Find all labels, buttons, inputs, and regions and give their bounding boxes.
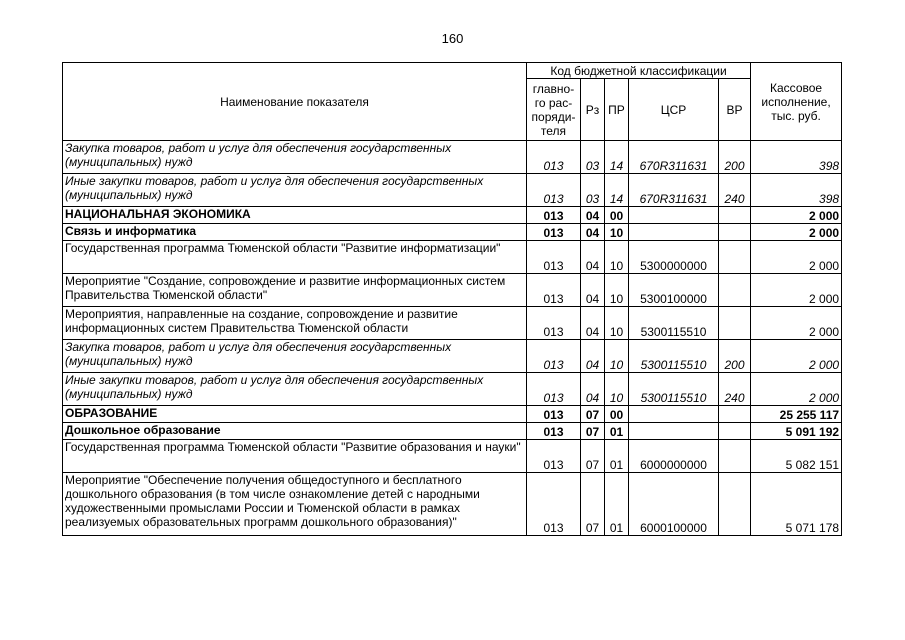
row-gl: 013 (527, 423, 581, 440)
row-csr: 670R311631 (629, 141, 719, 174)
row-pr: 10 (605, 274, 629, 307)
row-amount: 2 000 (751, 224, 842, 241)
page-number: 160 (441, 31, 464, 46)
header-rz: Рз (581, 79, 605, 141)
row-vr (719, 207, 751, 224)
row-vr: 240 (719, 373, 751, 406)
row-name: Мероприятие "Обеспечение получения общедоступного и бесплатного дошкольного образования (в том числе ознакомление детей с народными художественными промыслами России и Тюменской области в рамках реализуемых образовательных программ дошкольного образования)" (63, 473, 527, 536)
row-pr: 10 (605, 307, 629, 340)
row-name: Дошкольное образование (63, 423, 527, 440)
header-glavny: главно-го рас-поряди-теля (527, 79, 581, 141)
row-vr: 200 (719, 141, 751, 174)
row-rz: 04 (581, 274, 605, 307)
row-vr (719, 307, 751, 340)
row-name: ОБРАЗОВАНИЕ (63, 406, 527, 423)
row-name: Закупка товаров, работ и услуг для обеспечения государственных (муниципальных) нужд (63, 340, 527, 373)
row-amount: 2 000 (751, 241, 842, 274)
row-name: Закупка товаров, работ и услуг для обеспечения государственных (муниципальных) нужд (63, 141, 527, 174)
table-row (63, 224, 842, 241)
row-name: Государственная программа Тюменской области "Развитие информатизации" (63, 241, 527, 274)
row-csr (629, 406, 719, 423)
row-csr: 5300115510 (629, 373, 719, 406)
table-row (63, 141, 842, 174)
row-csr (629, 207, 719, 224)
row-csr: 6000100000 (629, 473, 719, 536)
row-rz: 03 (581, 174, 605, 207)
row-pr: 01 (605, 473, 629, 536)
row-pr: 14 (605, 174, 629, 207)
row-rz: 07 (581, 440, 605, 473)
row-name: НАЦИОНАЛЬНАЯ ЭКОНОМИКА (63, 207, 527, 224)
row-gl: 013 (527, 406, 581, 423)
row-rz: 04 (581, 241, 605, 274)
row-vr (719, 274, 751, 307)
budget-table (62, 62, 842, 536)
row-pr: 10 (605, 340, 629, 373)
row-name: Связь и информатика (63, 224, 527, 241)
row-name: Мероприятие "Создание, сопровождение и развитие информационных систем Правительства Тюменской области" (63, 274, 527, 307)
row-name: Иные закупки товаров, работ и услуг для обеспечения государственных (муниципальных) нужд (63, 174, 527, 207)
row-rz: 04 (581, 307, 605, 340)
row-rz: 04 (581, 373, 605, 406)
row-gl: 013 (527, 440, 581, 473)
row-pr: 10 (605, 373, 629, 406)
row-csr: 5300000000 (629, 241, 719, 274)
row-rz: 04 (581, 224, 605, 241)
table-row (63, 473, 842, 536)
row-amount: 398 (751, 141, 842, 174)
row-vr: 240 (719, 174, 751, 207)
table-row (63, 423, 842, 440)
header-csr: ЦСР (629, 79, 719, 141)
row-csr: 670R311631 (629, 174, 719, 207)
row-gl: 013 (527, 224, 581, 241)
table-row (63, 340, 842, 373)
row-csr (629, 224, 719, 241)
row-amount: 398 (751, 174, 842, 207)
row-rz: 03 (581, 141, 605, 174)
header-amount: Кассовое исполнение, тыс. руб. (751, 63, 842, 141)
table-row (63, 207, 842, 224)
row-rz: 04 (581, 207, 605, 224)
header-vr: ВР (719, 79, 751, 141)
row-amount: 2 000 (751, 274, 842, 307)
row-pr: 01 (605, 440, 629, 473)
table-row (63, 406, 842, 423)
row-name: Мероприятия, направленные на создание, сопровождение и развитие информационных систем Правительства Тюменской области (63, 307, 527, 340)
row-pr: 00 (605, 406, 629, 423)
table-row (63, 174, 842, 207)
row-amount: 2 000 (751, 340, 842, 373)
row-gl: 013 (527, 340, 581, 373)
row-rz: 07 (581, 423, 605, 440)
row-pr: 10 (605, 241, 629, 274)
row-vr: 200 (719, 340, 751, 373)
row-gl: 013 (527, 307, 581, 340)
row-gl: 013 (527, 373, 581, 406)
row-amount: 5 082 151 (751, 440, 842, 473)
row-name: Иные закупки товаров, работ и услуг для обеспечения государственных (муниципальных) нужд (63, 373, 527, 406)
row-csr (629, 423, 719, 440)
row-vr (719, 241, 751, 274)
row-csr: 5300115510 (629, 307, 719, 340)
row-amount: 2 000 (751, 207, 842, 224)
table-row (63, 440, 842, 473)
row-rz: 07 (581, 406, 605, 423)
table-row (63, 274, 842, 307)
table-row (63, 241, 842, 274)
row-gl: 013 (527, 274, 581, 307)
row-gl: 013 (527, 174, 581, 207)
row-pr: 00 (605, 207, 629, 224)
header-code-group: Код бюджетной классификации (527, 63, 751, 79)
row-gl: 013 (527, 241, 581, 274)
row-vr (719, 473, 751, 536)
row-amount: 2 000 (751, 373, 842, 406)
row-vr (719, 440, 751, 473)
header-pr: ПР (605, 79, 629, 141)
row-pr: 10 (605, 224, 629, 241)
row-amount: 25 255 117 (751, 406, 842, 423)
row-amount: 5 091 192 (751, 423, 842, 440)
row-csr: 5300115510 (629, 340, 719, 373)
row-vr (719, 224, 751, 241)
row-rz: 04 (581, 340, 605, 373)
row-gl: 013 (527, 141, 581, 174)
table-row (63, 373, 842, 406)
row-vr (719, 406, 751, 423)
row-pr: 01 (605, 423, 629, 440)
header-name: Наименование показателя (63, 63, 527, 141)
row-rz: 07 (581, 473, 605, 536)
table-row (63, 307, 842, 340)
row-csr: 6000000000 (629, 440, 719, 473)
row-pr: 14 (605, 141, 629, 174)
row-gl: 013 (527, 207, 581, 224)
row-gl: 013 (527, 473, 581, 536)
row-amount: 5 071 178 (751, 473, 842, 536)
row-name: Государственная программа Тюменской области "Развитие образования и науки" (63, 440, 527, 473)
row-csr: 5300100000 (629, 274, 719, 307)
row-amount: 2 000 (751, 307, 842, 340)
row-vr (719, 423, 751, 440)
